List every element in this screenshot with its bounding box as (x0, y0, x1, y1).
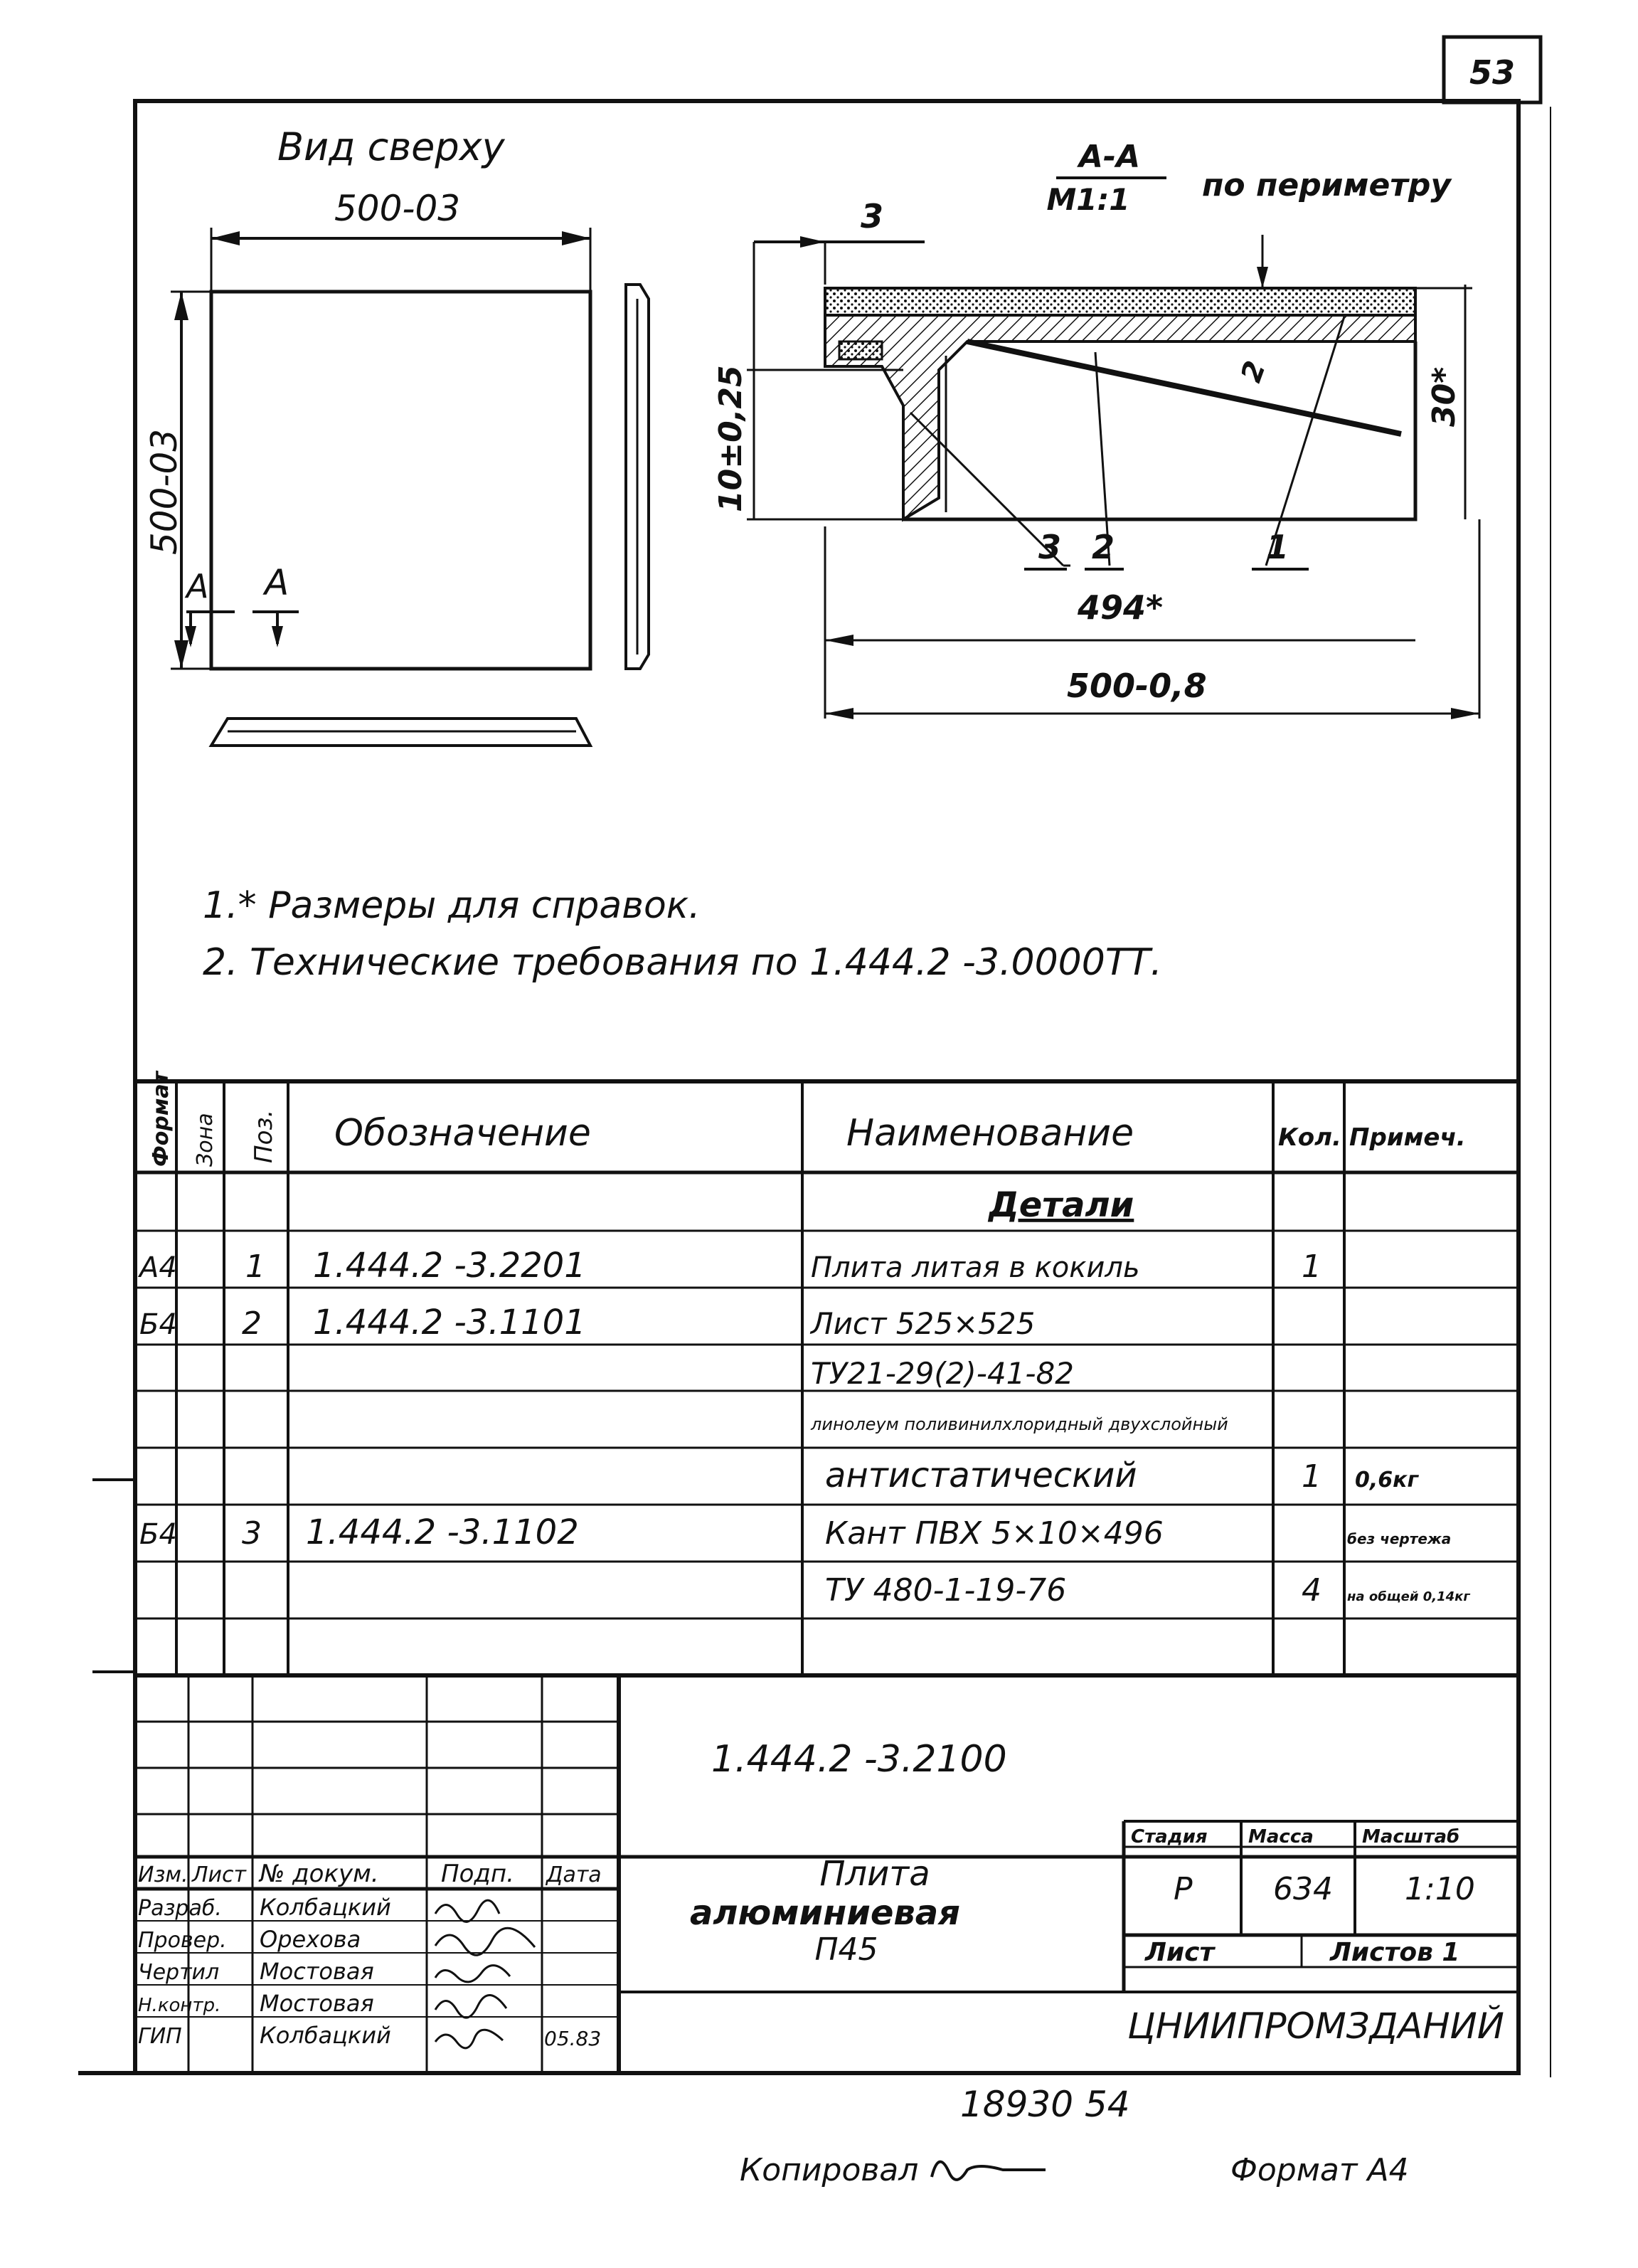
row7-qty: 4 (1302, 1572, 1321, 1609)
copied-label: Копировал (740, 2152, 919, 2188)
header-designation: Обозначение (334, 1112, 591, 1155)
tb-sheet-label: Лист (1145, 1938, 1215, 1967)
tb-role-2: Чертил (138, 1960, 220, 1985)
dim-top: 3 (861, 197, 884, 235)
section-aa (713, 139, 1479, 719)
dim-inner: 494* (1078, 588, 1164, 627)
section-mark-right: A (265, 562, 289, 603)
tb-name-1: Орехова (260, 1926, 361, 1953)
row4-name: линолеум поливинилхлоридный двухслойный (811, 1414, 1228, 1434)
tb-header-sheet: Лист (192, 1862, 247, 1887)
row2-format: Б4 (139, 1308, 177, 1341)
section-title: A-A (1078, 139, 1141, 175)
spec-table (92, 1070, 1519, 1675)
tb-stage-label: Стадия (1131, 1826, 1208, 1848)
row5-note: 0,6кг (1355, 1468, 1419, 1493)
row1-name: Плита литая в кокиль (811, 1251, 1140, 1284)
tb-scale-label: Масштаб (1362, 1826, 1460, 1848)
tb-mass: 634 (1273, 1871, 1333, 1907)
tb-role-4: ГИП (138, 2024, 182, 2049)
row1-pos: 1 (245, 1249, 265, 1285)
tb-name-4: Колбацкий (260, 2022, 391, 2049)
archive-number: 18930 54 (960, 2084, 1130, 2125)
row3-name: ТУ21-29(2)-41-82 (811, 1356, 1074, 1391)
row1-qty: 1 (1302, 1249, 1321, 1285)
tb-name-0: Колбацкий (260, 1894, 391, 1921)
header-format: Формат (149, 1071, 174, 1167)
section-mark-left: A (186, 567, 209, 605)
top-view-title: Вид сверху (277, 124, 505, 169)
header-zone: Зона (193, 1113, 218, 1167)
header-qty: Кол. (1278, 1123, 1341, 1152)
item-name-line2: алюминиевая (689, 1893, 961, 1933)
callout-2: 2 (1092, 528, 1115, 566)
sheet-number-box (1444, 37, 1541, 102)
dim-left: 10±0,25 (713, 365, 749, 512)
top-view-width-dim: 500-03 (334, 188, 461, 229)
row6-designation: 1.444.2 -3.1102 (306, 1512, 579, 1552)
item-name-line3: П45 (814, 1931, 878, 1968)
tb-header-doc: № докум. (260, 1860, 379, 1888)
row1-format: А4 (139, 1251, 177, 1284)
tb-mass-label: Масса (1248, 1826, 1314, 1848)
tb-sheets-label: Листов 1 (1330, 1938, 1460, 1967)
row7-note: на общей 0,14кг (1347, 1589, 1470, 1604)
note-2: 2. Технические требования по 1.444.2 -3.0000ТТ. (203, 941, 1162, 984)
tb-role-1: Провер. (138, 1928, 227, 1953)
header-pos: Поз. (250, 1109, 278, 1163)
dim-side: 2 (1235, 356, 1272, 387)
row5-qty: 1 (1302, 1458, 1321, 1495)
tb-date: 05.83 (544, 2027, 602, 2050)
callout-3: 3 (1038, 528, 1062, 566)
signatures (435, 1900, 535, 2048)
row1-designation: 1.444.2 -3.2201 (313, 1246, 586, 1286)
row6-format: Б4 (139, 1518, 177, 1551)
callout-1: 1 (1266, 528, 1289, 566)
copier-signature (932, 2162, 1046, 2180)
tb-name-3: Мостовая (260, 1990, 374, 2017)
row5-name: антистатический (825, 1456, 1137, 1495)
row6-name: Кант ПВХ 5×10×496 (825, 1515, 1164, 1552)
tb-role-0: Разраб. (138, 1896, 222, 1921)
row2-name: Лист 525×525 (811, 1306, 1036, 1341)
top-view (144, 124, 649, 746)
row6-note: без чертежа (1347, 1530, 1452, 1547)
top-view-height-dim: 500-03 (144, 428, 185, 555)
tb-role-3: Н.контр. (138, 1995, 221, 2016)
row7-name: ТУ 480-1-19-76 (825, 1572, 1067, 1609)
dim-right: 30* (1426, 366, 1462, 427)
item-name-line1: Плита (819, 1854, 930, 1894)
notes (203, 884, 1162, 984)
header-note: Примеч. (1349, 1123, 1466, 1152)
section-note: по периметру (1202, 167, 1452, 203)
section-scale: M1:1 (1046, 182, 1130, 217)
tb-stage: Р (1174, 1871, 1193, 1907)
row2-designation: 1.444.2 -3.1101 (313, 1303, 586, 1342)
title-block (78, 1675, 1519, 2073)
doc-number: 1.444.2 -3.2100 (711, 1738, 1007, 1781)
tb-name-2: Мостовая (260, 1958, 374, 1985)
tb-header-rev: Изм. (138, 1862, 188, 1887)
spec-section-title: Детали (989, 1185, 1134, 1225)
tb-header-date: Дата (546, 1862, 602, 1887)
format-label: Формат А4 (1230, 2152, 1409, 2188)
note-1: 1.* Размеры для справок. (203, 884, 701, 927)
footer (740, 2084, 1409, 2188)
tb-header-sign: Подп. (441, 1860, 514, 1888)
row6-pos: 3 (242, 1515, 262, 1552)
row2-pos: 2 (242, 1305, 262, 1342)
header-name: Наименование (846, 1112, 1134, 1155)
tb-organization: ЦНИИПРОМЗДАНИЙ (1127, 2005, 1497, 2047)
dim-outer: 500-0,8 (1067, 667, 1207, 705)
tb-scale: 1:10 (1405, 1871, 1475, 1907)
sheet-number: 53 (1469, 53, 1516, 92)
